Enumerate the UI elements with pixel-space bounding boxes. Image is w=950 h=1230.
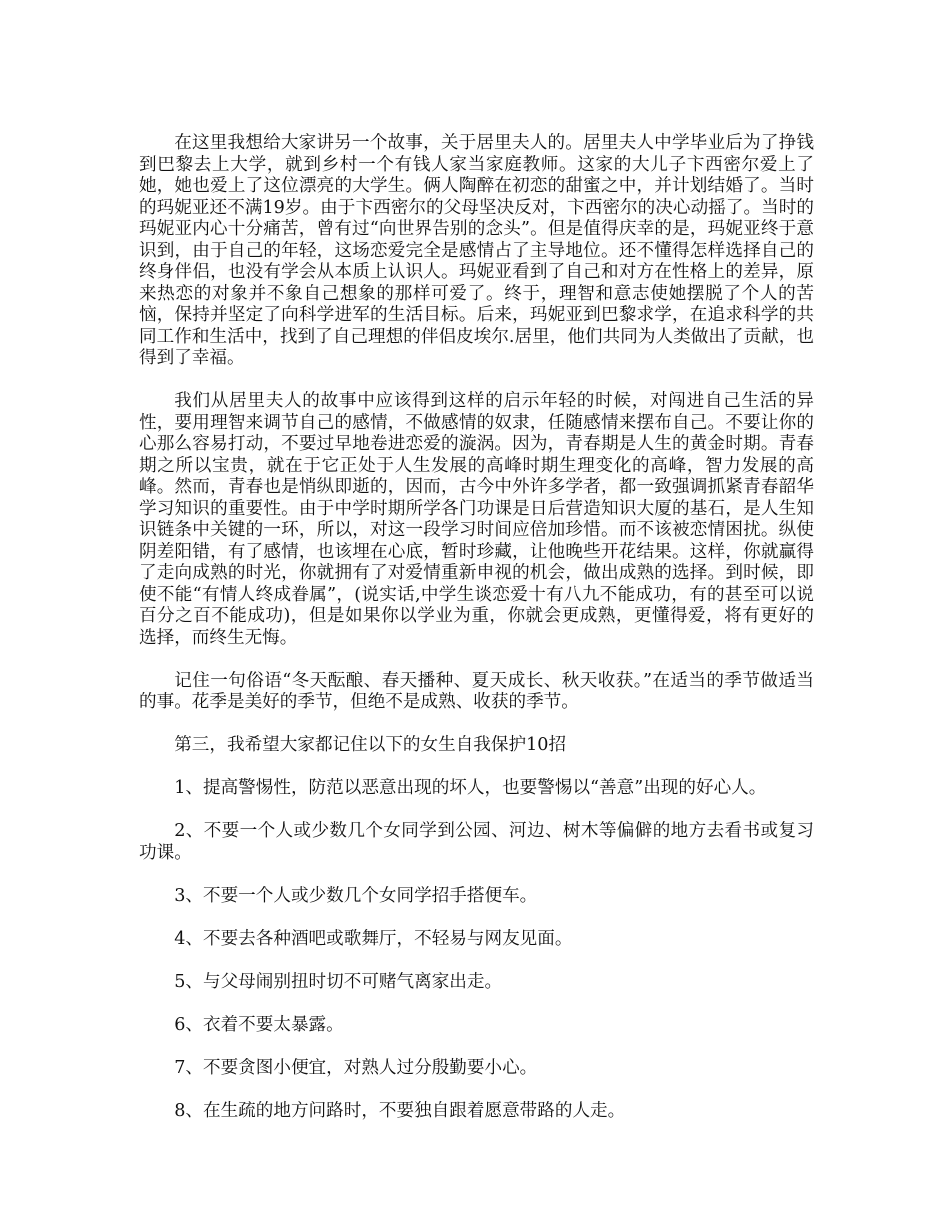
list-item-6: 6、衣着不要太暴露。 [174, 1014, 344, 1035]
list-item-1: 1、提高警惕性，防范以恶意出现的坏人，也要警惕以“善意”出现的好心人。 [174, 778, 767, 798]
list-item-5: 5、与父母闹别扭时切不可赌气离家出走。 [174, 971, 503, 992]
list-item-4: 4、不要去各种酒吧或歌舞厅，不轻易与网友见面。 [174, 928, 573, 949]
paragraph-section-heading: 第三，我希望大家都记住以下的女生自我保护10招 [174, 735, 567, 755]
list-item-7: 7、不要贪图小便宜，对熟人过分殷勤要小心。 [174, 1057, 538, 1078]
paragraph-lesson: 我们从居里夫人的故事中应该得到这样的启示年轻的时候，对闯进自己生活的异性，要用理智来调节自己的感情，不做感情的奴隶，任随感情来摆布自己。不要让你的心那么容易打动，不要过早地卷进恋爱的漩涡。因为，青春期是人生的黄金时期。青春期之所以宝贵，就在于它正处于人生发展的高峰时期生理变化的高峰，智力发展的高峰。然而，青春也是悄纵即逝的，因而，古今中外许多学者，都一致强调抓紧青春韶华学习知识的重要性。由于中学时期所学各门功课是日后营造知识大厦的基石，是人生知识链条中关键的一环，所以，对这一段学习时间应倍加珍惜。而不该被恋情困扰。纵使阴差阳错，有了感情，也该埋在心底，暂时珍藏，让他晚些开花结果。这样，你就赢得了走向成熟的时光，你就拥有了对爱情重新申视的机会，做出成熟的选择。到时候，即使不能“有情人终成眷属”，(说实话,中学生谈恋爱十有八九不能成功，有的甚至可以说百分之百不能成功)，但是如果你以学业为重，你就会更成熟，更懂得爱，将有更好的选择，而终生无悔。 [139, 391, 814, 648]
list-item-2: 2、不要一个人或少数几个女同学到公园、河边、树木等偏僻的地方去看书或复习功课。 [139, 821, 814, 863]
paragraph-proverb: 记住一句俗语“冬天酝酿、春天播种、夏天成长、秋天收获。”在适当的季节做适当的事。花季是美好的季节，但绝不是成熟、收获的季节。 [139, 670, 814, 712]
document-page [139, 133, 814, 1144]
list-item-8: 8、在生疏的地方问路时，不要独自跟着愿意带路的人走。 [174, 1100, 626, 1121]
paragraph-curie-story: 在这里我想给大家讲另一个故事，关于居里夫人的。居里夫人中学毕业后为了挣钱到巴黎去上大学，就到乡村一个有钱人家当家庭教师。这家的大儿子卞西密尔爱上了她，她也爱上了这位漂亮的大学生。俩人陶醉在初恋的甜蜜之中，并计划结婚了。当时的玛妮亚还不满19岁。由于卞西密尔的父母坚决反对，卞西密尔的决心动摇了。当时的玛妮亚内心十分痛苦，曾有过“向世界告别的念头”。但是值得庆幸的是，玛妮亚终于意识到，由于自己的年轻，这场恋爱完全是感情占了主导地位。还不懂得怎样选择自己的终身伴侣，也没有学会从本质上认识人。玛妮亚看到了自己和对方在性格上的差异，原来热恋的对象并不象自己想象的那样可爱了。终于，理智和意志使她摆脱了个人的苦恼，保持并坚定了向科学进军的生活目标。后来，玛妮亚到巴黎求学，在追求科学的共同工作和生活中，找到了自己理想的伴侣皮埃尔.居里，他们共同为人类做出了贡献，也得到了幸福。 [139, 133, 814, 368]
list-item-3: 3、不要一个人或少数几个女同学招手搭便车。 [174, 885, 538, 906]
